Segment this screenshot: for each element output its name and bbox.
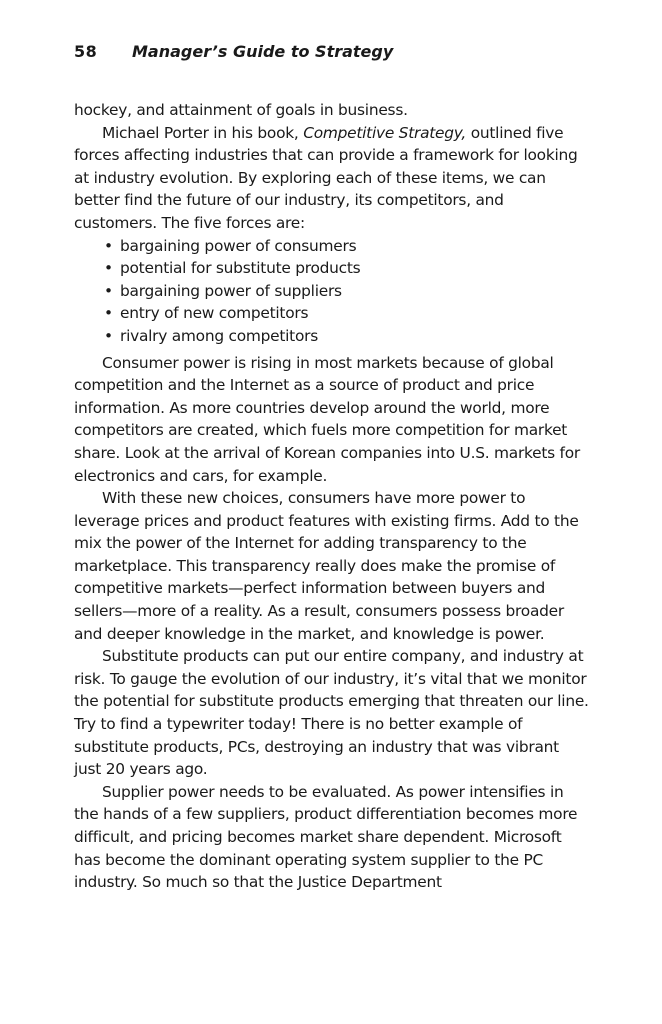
porter-text-after: outlined five forces affecting industries that can provide a framework for looking at industry evolution. By exploring each of these items, we can better find the future of our industry, its competitors, and customers. The five forces are: [74, 123, 578, 232]
paragraph-substitute-products: Substitute products can put our entire company, and industry at risk. To gauge the evolution of our industry, it’s vital that we monitor the potential for substitute products emerging that threaten our line. Try to find a typewriter today! There is no better example of substitute products, PCs, destroying an industry that was vibrant just 20 years ago. [74, 647, 589, 779]
list-item: • rivalry among competitors [104, 325, 590, 348]
list-item: • bargaining power of consumers [104, 235, 590, 258]
page-number: 58 [74, 42, 98, 61]
paragraph-consumer-power: Consumer power is rising in most markets because of global competition and the Internet as a source of product and price information. As more countries develop around the world, more competitors are created, which fuels more competition for market share. Look at the arrival of Korean companies into U.S. markets for electronics and cars, for example. [74, 353, 580, 485]
body-text [74, 99, 590, 894]
paragraph-continuation: hockey, and attainment of goals in business. [74, 101, 408, 119]
list-item: • entry of new competitors [104, 302, 590, 325]
five-forces-list [74, 235, 590, 348]
paragraph-supplier-power: Supplier power needs to be evaluated. As power intensifies in the hands of a few suppliers, product differentiation becomes more difficult, and pricing becomes market share dependent. Microsoft has become the dominant operating system supplier to the PC industry. So much so that the Justice Department [74, 782, 578, 892]
paragraph-porter [74, 122, 590, 235]
list-item: • bargaining power of suppliers [104, 280, 590, 303]
running-title: Manager’s Guide to Strategy [132, 42, 394, 61]
list-item: • potential for substitute products [104, 257, 590, 280]
porter-text-before: Michael Porter in his book, [102, 123, 304, 142]
book-title: Competitive Strategy, [303, 123, 467, 142]
paragraph-new-choices: With these new choices, consumers have more power to leverage prices and product features with existing firms. Add to the mix the power of the Internet for adding transparency to the marketplace. This transparency really does make the promise of competitive markets—perfect information between buyers and sellers—more of a reality. As a result, consumers possess broader and deeper knowledge in the market, and knowledge is power. [74, 489, 579, 643]
page-header [74, 42, 622, 66]
